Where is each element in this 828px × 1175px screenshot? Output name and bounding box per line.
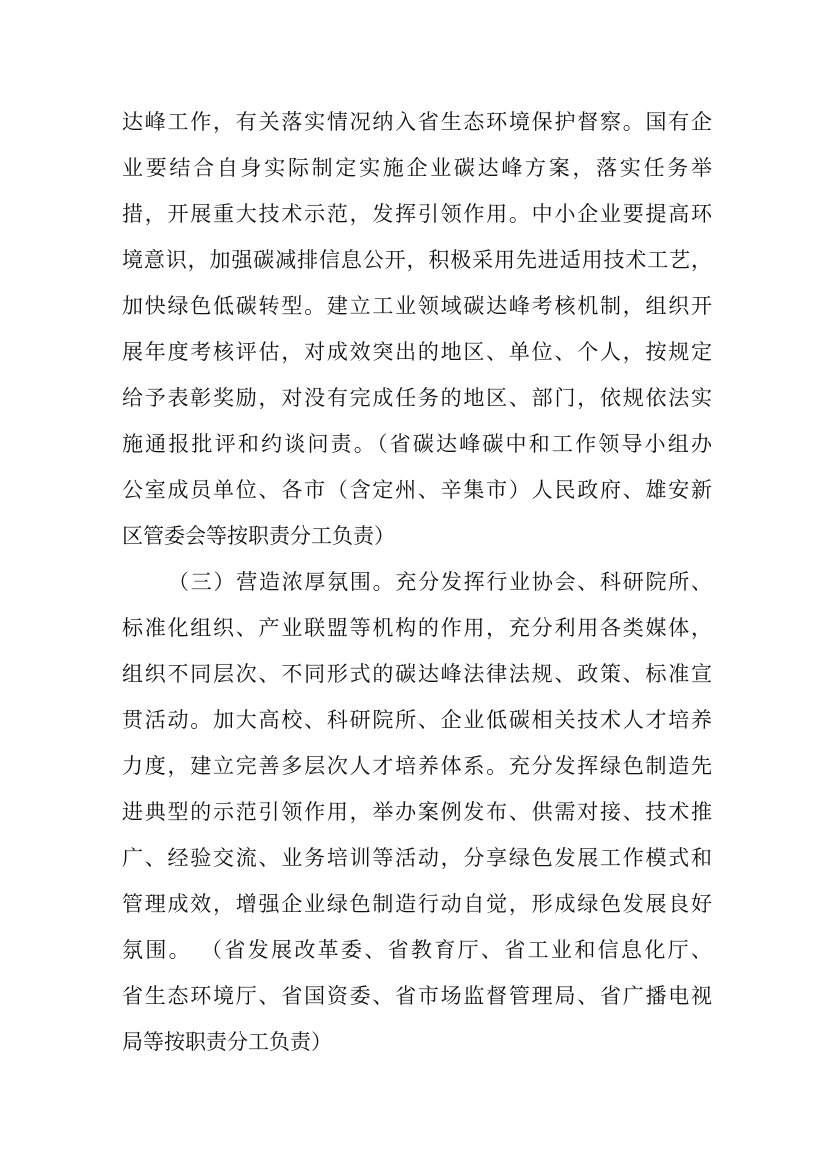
text-line: 力度，建立完善多层次人才培养体系。充分发挥绿色制造先 <box>122 754 712 778</box>
text-line: 省生态环境厅、省国资委、省市场监督管理局、省广播电视 <box>122 984 712 1008</box>
text-line: 区管委会等按职责分工负责） <box>122 524 395 548</box>
text-line: 加快绿色低碳转型。建立工业领域碳达峰考核机制，组织开 <box>122 294 712 318</box>
text-line: 展年度考核评估，对成效突出的地区、单位、个人，按规定 <box>122 340 712 364</box>
text-line: （三）营造浓厚氛围。充分发挥行业协会、科研院所、 <box>168 570 712 594</box>
text-line: 氛围。 （省发展改革委、省教育厅、省工业和信息化厅、 <box>122 938 712 962</box>
text-line: 公室成员单位、各市（含定州、辛集市）人民政府、雄安新 <box>122 478 712 502</box>
text-line: 广、经验交流、业务培训等活动，分享绿色发展工作模式和 <box>122 846 712 870</box>
text-line: 达峰工作，有关落实情况纳入省生态环境保护督察。国有企 <box>122 110 712 134</box>
paragraph-1 <box>122 99 712 559</box>
text-line: 境意识，加强碳减排信息公开，积极采用先进适用技术工艺， <box>122 248 712 272</box>
document-body <box>122 99 712 1065</box>
text-line: 组织不同层次、不同形式的碳达峰法律法规、政策、标准宣 <box>122 662 712 686</box>
text-line: 措，开展重大技术示范，发挥引领作用。中小企业要提高环 <box>122 202 712 226</box>
text-line: 贯活动。加大高校、科研院所、企业低碳相关技术人才培养 <box>122 708 712 732</box>
text-line: 管理成效，增强企业绿色制造行动自觉，形成绿色发展良好 <box>122 892 712 916</box>
text-line: 施通报批评和约谈问责。（省碳达峰碳中和工作领导小组办 <box>122 432 712 456</box>
paragraph-2 <box>122 559 712 1065</box>
text-line: 进典型的示范引领作用，举办案例发布、供需对接、技术推 <box>122 800 712 824</box>
text-line: 局等按职责分工负责） <box>122 1030 332 1054</box>
text-line: 业要结合自身实际制定实施企业碳达峰方案，落实任务举 <box>122 156 712 180</box>
text-line: 给予表彰奖励，对没有完成任务的地区、部门，依规依法实 <box>122 386 712 410</box>
text-line: 标准化组织、产业联盟等机构的作用，充分利用各类媒体， <box>122 616 712 640</box>
